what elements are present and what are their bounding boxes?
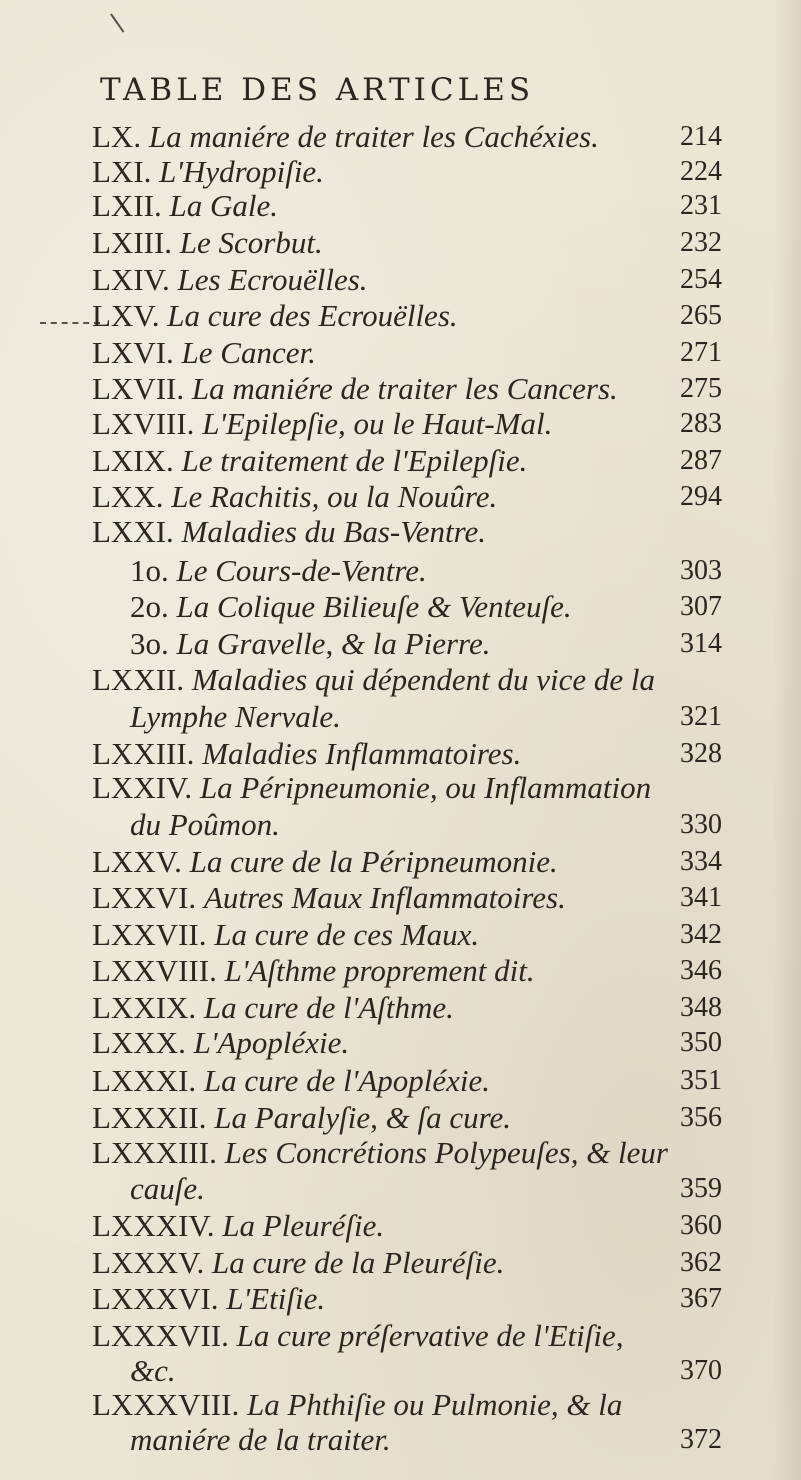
entry-number: LXXX. [92, 1025, 194, 1060]
page-number: 372 [680, 1424, 722, 1455]
list-item [92, 1206, 384, 1246]
entry-title: La cure de la Péripneumonie. [189, 844, 558, 879]
list-item [92, 404, 552, 444]
entry-title: du Poûmon. [130, 807, 280, 842]
entry-number: LXXIX. [92, 990, 204, 1025]
page-number: 362 [680, 1247, 722, 1278]
entry-number: LXXXVI. [92, 1281, 227, 1316]
entry-number: LXXXIII. [92, 1135, 225, 1170]
page-number: 342 [680, 919, 722, 950]
entry-number: LXXVI. [92, 880, 204, 915]
list-item [92, 186, 278, 226]
page-number: 271 [680, 337, 722, 368]
page-number: 232 [680, 227, 722, 258]
page-number: 348 [680, 992, 722, 1023]
entry-title: La cure de l'Apopléxie. [203, 1063, 491, 1098]
list-item [92, 1061, 490, 1101]
page-number: 314 [680, 628, 722, 659]
page-number: 328 [680, 738, 722, 769]
list-item [92, 1243, 504, 1283]
entry-number: LXVIII. [92, 406, 203, 441]
entry-title: La Péripneumonie, ou Inflammation [199, 770, 652, 805]
page-number: 346 [680, 955, 722, 986]
page-number: 334 [680, 846, 722, 877]
entry-title: L'Etiſie. [226, 1281, 326, 1316]
list-item [92, 1316, 623, 1356]
list-item [92, 223, 323, 263]
list-item [92, 296, 458, 336]
page-number: 356 [680, 1102, 722, 1133]
entry-title: La Gravelle, & la Pierre. [176, 626, 491, 661]
entry-number: LX. [92, 119, 149, 154]
list-item [92, 477, 497, 517]
list-item [92, 333, 316, 373]
entry-number: LXII. [92, 188, 170, 223]
list-item [130, 697, 341, 737]
list-item [92, 660, 655, 700]
entry-title: La Pleuréſie. [222, 1208, 385, 1243]
entry-number: LXI. [92, 154, 160, 189]
list-item [130, 624, 490, 664]
list-item [92, 117, 599, 157]
entry-title: L'Aſthme proprement dit. [224, 953, 535, 988]
entry-number: LXV. [92, 298, 168, 333]
list-item [92, 951, 535, 991]
entry-title: Les Concrétions Polypeuſes, & leur [224, 1135, 668, 1170]
entry-number: LXXXV. [92, 1245, 212, 1280]
entry-title: cauſe. [130, 1171, 205, 1206]
list-item [92, 441, 527, 481]
entry-title: maniére de la traiter. [130, 1422, 391, 1457]
entry-number: 3o. [130, 626, 177, 661]
entry-title: Lymphe Nervale. [130, 699, 341, 734]
page-number: 370 [680, 1355, 722, 1386]
ink-stroke [110, 5, 136, 32]
entry-title: La maniére de traiter les Cachéxies. [148, 119, 599, 154]
page-title: TABLE DES ARTICLES [100, 72, 535, 108]
entry-number: 1o. [130, 553, 177, 588]
entry-title: La maniére de traiter les Cancers. [191, 371, 618, 406]
entry-title: Le Rachitis, ou la Nouûre. [171, 479, 498, 514]
list-item [92, 260, 368, 300]
list-item [92, 915, 479, 955]
page-number: 224 [680, 156, 722, 187]
entry-number: LXXII. [92, 662, 192, 697]
entry-number: LXXVII. [92, 917, 215, 952]
entry-title: La cure préſervative de l'Etiſie, [236, 1318, 624, 1353]
entry-title: La Paralyſie, & ſa cure. [214, 1100, 512, 1135]
entry-number: LXXV. [92, 844, 190, 879]
page-number: 287 [680, 445, 722, 476]
page-number: 275 [680, 373, 722, 404]
list-item [130, 805, 280, 845]
entry-title: La Gale. [169, 188, 278, 223]
list-item [130, 1420, 391, 1460]
page-number: 360 [680, 1210, 722, 1241]
page-number: 231 [680, 190, 722, 221]
entry-number: LXXVIII. [92, 953, 225, 988]
page-number: 341 [680, 882, 722, 913]
entry-title: L'Apopléxie. [193, 1025, 350, 1060]
entry-title: La cure de la Pleuréſie. [212, 1245, 505, 1280]
entry-title: Maladies du Bas-Ventre. [181, 514, 487, 549]
entry-number: LXXXVII. [92, 1318, 237, 1353]
entry-title: Le Cours-de-Ventre. [176, 553, 427, 588]
list-item [92, 369, 618, 409]
list-item [130, 551, 427, 591]
entry-title: L'Epilepſie, ou le Haut-Mal. [202, 406, 553, 441]
entry-number: LXXXII. [92, 1100, 215, 1135]
entry-title: Maladies Inflammatoires. [202, 736, 522, 771]
entry-title: Le traitement de l'Epilepſie. [181, 443, 528, 478]
list-item [92, 1133, 668, 1173]
entry-number: LXXXI. [92, 1063, 204, 1098]
entry-number: LXIII. [92, 225, 180, 260]
page-number: 294 [680, 481, 722, 512]
page-number: 283 [680, 408, 722, 439]
entry-title: La Colique Bilieuſe & Venteuſe. [176, 589, 572, 624]
entry-title: La cure de ces Maux. [214, 917, 480, 952]
entry-title: Maladies qui dépendent du vice de la [191, 662, 655, 697]
list-item [130, 587, 572, 627]
entry-number: LXXI. [92, 514, 182, 549]
list-item [92, 768, 651, 808]
list-item [92, 1385, 622, 1425]
list-item [92, 988, 454, 1028]
entry-number: LXIX. [92, 443, 182, 478]
page-number: 303 [680, 555, 722, 586]
entry-number: LXXIII. [92, 736, 203, 771]
margin-mark [40, 322, 100, 328]
page-number: 254 [680, 264, 722, 295]
entry-number: LXXIV. [92, 770, 200, 805]
entry-number: LXX. [92, 479, 172, 514]
page-number: 321 [680, 701, 722, 732]
list-item [92, 1279, 325, 1319]
page-number: 367 [680, 1283, 722, 1314]
list-item [92, 1098, 511, 1138]
entry-number: 2o. [130, 589, 177, 624]
page-number: 265 [680, 300, 722, 331]
entry-title: L'Hydropiſie. [159, 154, 324, 189]
entry-title: La cure de l'Aſthme. [203, 990, 454, 1025]
entry-number: LXVI. [92, 335, 182, 370]
list-item [92, 512, 486, 552]
entry-title: Le Scorbut. [179, 225, 323, 260]
entry-title: &c. [130, 1353, 176, 1388]
entry-title: Le Cancer. [181, 335, 316, 370]
list-item [92, 878, 566, 918]
entry-title: La Phthiſie ou Pulmonie, & la [246, 1387, 623, 1422]
page-number: 359 [680, 1173, 722, 1204]
entry-number: LXVII. [92, 371, 192, 406]
page-number: 350 [680, 1027, 722, 1058]
list-item [130, 1169, 205, 1209]
entry-number: LXXXIV. [92, 1208, 223, 1243]
entry-title: La cure des Ecrouëlles. [167, 298, 458, 333]
list-item [92, 842, 558, 882]
entry-number: LXIV. [92, 262, 178, 297]
page-number: 214 [680, 121, 722, 152]
entry-title: Les Ecrouëlles. [177, 262, 368, 297]
page-number: 307 [680, 591, 722, 622]
list-item [92, 1023, 349, 1063]
page-edge-shadow [773, 0, 801, 1480]
page-number: 330 [680, 809, 722, 840]
entry-number: LXXXVIII. [92, 1387, 247, 1422]
entry-title: Autres Maux Inflammatoires. [203, 880, 566, 915]
page-number: 351 [680, 1065, 722, 1096]
